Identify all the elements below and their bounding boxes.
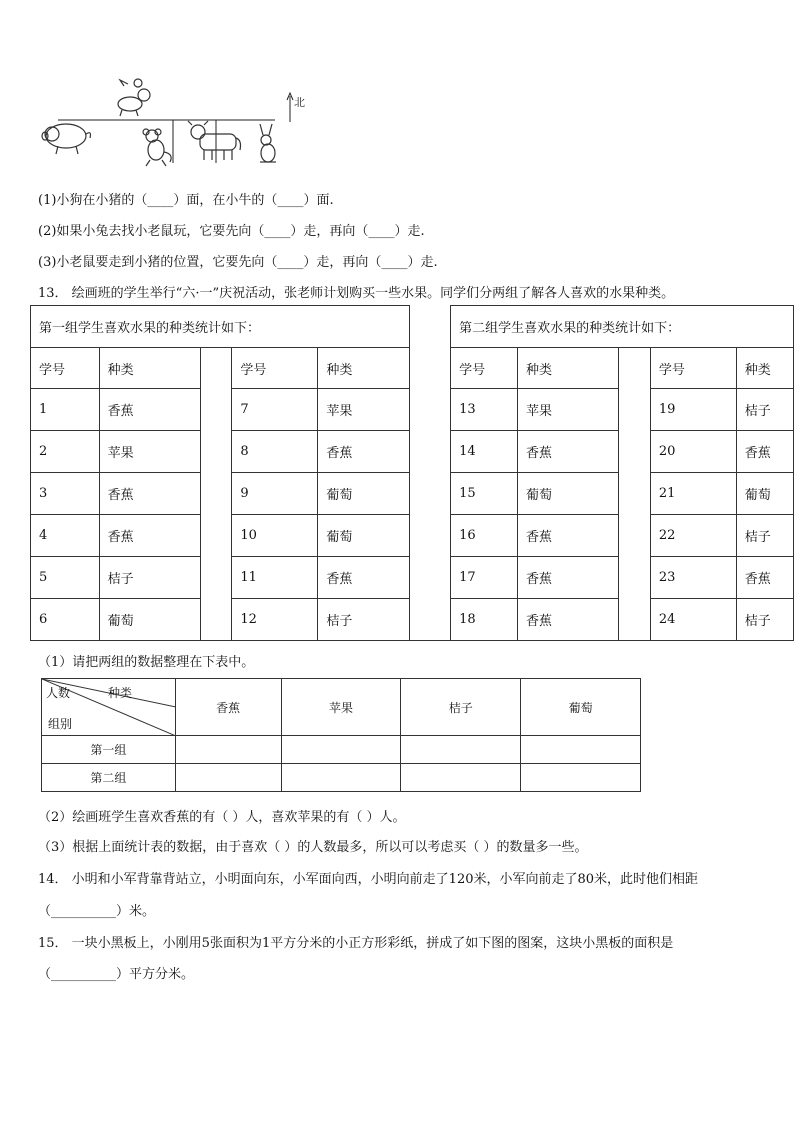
- student-id: 7: [232, 389, 318, 431]
- fruit-kind: 葡萄: [518, 473, 619, 515]
- summary-group-label: 第二组: [42, 764, 176, 792]
- fruit-kind: 桔子: [318, 599, 409, 641]
- fruit-kind: 葡萄: [99, 599, 200, 641]
- header-id: 学号: [31, 348, 100, 389]
- summary-input-cell[interactable]: [401, 736, 521, 764]
- student-id: 23: [650, 557, 736, 599]
- fruit-kind: 香蕉: [736, 431, 793, 473]
- cow-icon: [188, 121, 241, 160]
- fruit-survey-table: [30, 305, 794, 641]
- student-id: 21: [650, 473, 736, 515]
- student-id: 4: [31, 515, 100, 557]
- table-gap: [200, 473, 232, 515]
- answer-blank[interactable]: ____: [277, 193, 304, 208]
- answer-blank[interactable]: ____: [381, 255, 408, 270]
- table-gap: [409, 473, 450, 515]
- table-gap: [200, 348, 232, 389]
- summary-fruit-header: 香蕉: [175, 679, 281, 736]
- summary-input-cell[interactable]: [281, 764, 401, 792]
- student-id: 2: [31, 431, 100, 473]
- q13-sub1: （1）请把两组的数据整理在下表中。: [38, 655, 255, 670]
- fruit-kind: 香蕉: [99, 389, 200, 431]
- answer-blank[interactable]: ____: [368, 224, 395, 239]
- fruit-kind: 香蕉: [736, 557, 793, 599]
- summary-fruit-header: 葡萄: [521, 679, 641, 736]
- fruit-kind: 葡萄: [736, 473, 793, 515]
- student-id: 3: [31, 473, 100, 515]
- summary-input-cell[interactable]: [401, 764, 521, 792]
- summary-input-cell[interactable]: [521, 764, 641, 792]
- table-gap: [618, 348, 650, 389]
- q14-line2: （__________）米。: [38, 904, 156, 919]
- student-id: 11: [232, 557, 318, 599]
- table-gap: [409, 389, 450, 431]
- q12-item-1: [38, 189, 334, 208]
- table-gap: [200, 431, 232, 473]
- fruit-kind: 香蕉: [518, 515, 619, 557]
- q14-line1: 14． 小明和小军背靠背站立，小明面向东，小军面向西，小明向前走了120米，小军向前走了80米，此时他们相距: [38, 872, 699, 887]
- student-id: 22: [650, 515, 736, 557]
- corner-group-label: 组别: [48, 717, 73, 731]
- corner-cell: [42, 679, 176, 736]
- header-id: 学号: [451, 348, 518, 389]
- student-id: 20: [650, 431, 736, 473]
- fruit-kind: 葡萄: [318, 473, 409, 515]
- north-arrow-icon: [287, 93, 293, 122]
- fruit-kind: 苹果: [318, 389, 409, 431]
- table-row: [31, 389, 794, 431]
- summary-fruit-header: 桔子: [401, 679, 521, 736]
- q13-sub3: （3）根据上面统计表的数据，由于喜欢（ ）的人数最多，所以可以考虑买（ ）的数量多一些。: [38, 840, 588, 855]
- table-gap: [200, 515, 232, 557]
- header-kind: 种类: [736, 348, 793, 389]
- table-gap: [200, 557, 232, 599]
- table-gap: [618, 473, 650, 515]
- table-gap: [618, 515, 650, 557]
- q12-item-2: [38, 220, 425, 239]
- fruit-kind: 苹果: [99, 431, 200, 473]
- fruit-kind: 香蕉: [518, 431, 619, 473]
- fruit-kind: 香蕉: [518, 599, 619, 641]
- table-gap: [618, 389, 650, 431]
- student-id: 12: [232, 599, 318, 641]
- student-id: 16: [451, 515, 518, 557]
- header-kind: 种类: [99, 348, 200, 389]
- student-id: 5: [31, 557, 100, 599]
- q12-item-1-text3: ）面.: [303, 193, 334, 208]
- student-id: 14: [451, 431, 518, 473]
- fruit-kind: 桔子: [736, 389, 793, 431]
- north-label: 北: [294, 96, 305, 109]
- q12-item-2-text2: ）走，再向（: [290, 224, 369, 239]
- fruit-kind: 桔子: [99, 557, 200, 599]
- summary-input-cell[interactable]: [521, 736, 641, 764]
- student-id: 1: [31, 389, 100, 431]
- table-gap: [409, 599, 450, 641]
- student-id: 18: [451, 599, 518, 641]
- q13-sub2: （2）绘画班学生喜欢香蕉的有（ ）人，喜欢苹果的有（ ）人。: [38, 810, 406, 825]
- fruit-kind: 香蕉: [99, 515, 200, 557]
- q12-item-2-text: (2)如果小兔去找小老鼠玩，它要先向（: [38, 224, 265, 239]
- header-kind: 种类: [318, 348, 409, 389]
- corner-people-label: 人数: [46, 686, 71, 700]
- student-id: 19: [650, 389, 736, 431]
- fruit-kind: 桔子: [736, 599, 793, 641]
- student-id: 17: [451, 557, 518, 599]
- student-id: 6: [31, 599, 100, 641]
- fruit-kind: 香蕉: [318, 431, 409, 473]
- fruit-kind: 苹果: [518, 389, 619, 431]
- fruit-kind: 香蕉: [99, 473, 200, 515]
- q12-item-3: [38, 251, 438, 270]
- q15-line1: 15． 一块小黑板上，小刚用5张面积为1平方分米的小正方形彩纸，拼成了如下图的图案，这块小黑板的面积是: [38, 936, 674, 951]
- mouse-icon: [143, 129, 171, 166]
- table-row: [31, 431, 794, 473]
- header-kind: 种类: [518, 348, 619, 389]
- q12-item-3-text: (3)小老鼠要走到小猪的位置，它要先向（: [38, 255, 278, 270]
- table-gap: [200, 599, 232, 641]
- student-id: 10: [232, 515, 318, 557]
- student-id: 13: [451, 389, 518, 431]
- table-gap: [409, 348, 450, 389]
- table-row: [31, 557, 794, 599]
- fruit-kind: 香蕉: [518, 557, 619, 599]
- header-id: 学号: [650, 348, 736, 389]
- dog-icon: [118, 79, 150, 116]
- fruit-kind: 葡萄: [318, 515, 409, 557]
- q12-item-2-text3: ）走.: [394, 224, 425, 239]
- table-header-row: [31, 348, 794, 389]
- q13-question: 13． 绘画班的学生举行“六·一”庆祝活动，张老师计划购买一些水果。同学们分两组了解各人喜欢的水果种类。: [38, 286, 675, 301]
- student-id: 9: [232, 473, 318, 515]
- fruit-kind: 桔子: [736, 515, 793, 557]
- table-gap: [409, 515, 450, 557]
- group2-caption: 第二组学生喜欢水果的种类统计如下：: [451, 306, 794, 348]
- header-id: 学号: [232, 348, 318, 389]
- student-id: 15: [451, 473, 518, 515]
- table-gap: [200, 389, 232, 431]
- answer-blank[interactable]: ____: [277, 255, 304, 270]
- table-row: [31, 515, 794, 557]
- table-gap: [409, 557, 450, 599]
- summary-row: [42, 736, 641, 764]
- pig-icon: [42, 124, 91, 154]
- summary-input-cell[interactable]: [281, 736, 401, 764]
- q15-line2: （__________）平方分米。: [38, 967, 195, 982]
- corner-kind-label: 种类: [108, 686, 133, 700]
- table-row: [31, 473, 794, 515]
- summary-group-label: 第一组: [42, 736, 176, 764]
- summary-input-cell[interactable]: [175, 736, 281, 764]
- answer-blank[interactable]: ____: [147, 193, 174, 208]
- table-gap: [618, 599, 650, 641]
- summary-input-cell[interactable]: [175, 764, 281, 792]
- table-gap: [409, 431, 450, 473]
- q12-item-1-text: (1)小狗在小猪的（: [38, 193, 148, 208]
- rabbit-icon: [260, 124, 276, 162]
- table-gap: [409, 306, 450, 348]
- q12-item-1-text2: ）面，在小牛的（: [173, 193, 278, 208]
- summary-fruit-header: 苹果: [281, 679, 401, 736]
- table-row: [31, 599, 794, 641]
- summary-row: [42, 764, 641, 792]
- table-gap: [618, 557, 650, 599]
- answer-blank[interactable]: ____: [264, 224, 291, 239]
- summary-table: [41, 678, 641, 792]
- student-id: 24: [650, 599, 736, 641]
- q12-item-3-text3: ）走.: [407, 255, 438, 270]
- student-id: 8: [232, 431, 318, 473]
- q12-item-3-text2: ）走，再向（: [303, 255, 382, 270]
- group1-caption: 第一组学生喜欢水果的种类统计如下：: [31, 306, 410, 348]
- table-gap: [618, 431, 650, 473]
- fruit-kind: 香蕉: [318, 557, 409, 599]
- animal-position-diagram: [38, 78, 328, 170]
